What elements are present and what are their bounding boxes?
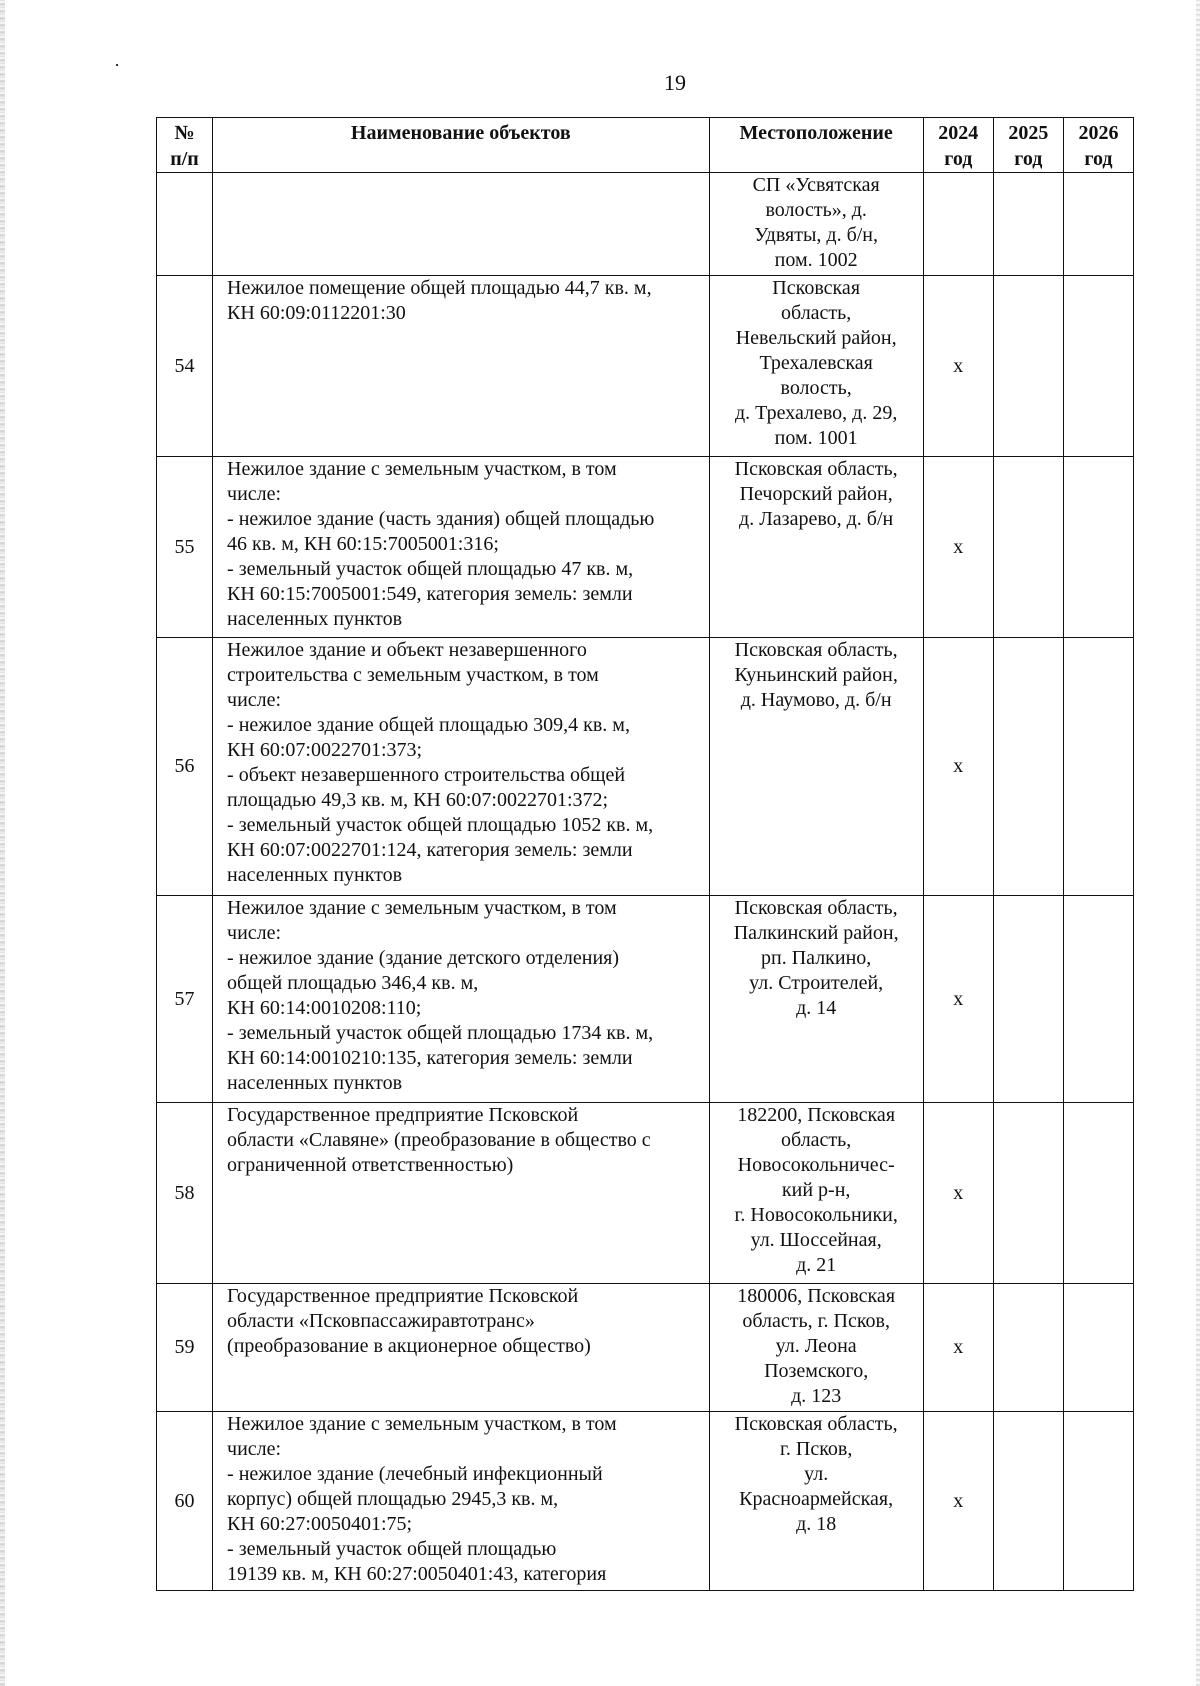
object-name-line: 46 кв. м, КН 60:15:7005001:316; — [227, 533, 499, 555]
object-name-line: числе: — [227, 483, 282, 505]
table-row — [157, 1412, 1134, 1591]
object-name-line: - земельный участок общей площадью 1734 кв. м, — [227, 1022, 654, 1044]
mark-2026 — [1063, 638, 1133, 896]
object-location-line: 180006, Псковская — [737, 1285, 896, 1307]
object-name-line: строительства с земельным участком, в том — [227, 664, 599, 686]
object-name-line: Государственное предприятие Псковской — [227, 1104, 579, 1126]
object-location-line: рп. Палкино, — [761, 947, 872, 969]
object-name — [213, 173, 710, 276]
object-name-line: - земельный участок общей площадью — [227, 1538, 557, 1560]
mark-2024: х — [923, 276, 993, 457]
object-location-line: Печорский район, — [739, 483, 893, 505]
object-name-line: населенных пунктов — [227, 1072, 403, 1094]
object-location — [709, 1103, 923, 1284]
object-location-line: волость, — [780, 377, 852, 399]
header-year-2025 — [993, 118, 1063, 173]
object-name-line: - земельный участок общей площадью 1052 кв. м, — [227, 814, 654, 836]
object-location-line: пом. 1001 — [774, 427, 858, 449]
object-name-line: общей площадью 346,4 кв. м, — [227, 972, 479, 994]
object-location-line: Палкинский район, — [733, 922, 899, 944]
header-number-line: № — [174, 122, 195, 144]
table-body — [157, 173, 1134, 1591]
row-number: 55 — [157, 457, 213, 638]
row-number: 57 — [157, 896, 213, 1103]
object-location-line: Псковская — [772, 277, 861, 299]
object-name — [213, 276, 710, 457]
object-location-line: Поземского, — [764, 1360, 869, 1382]
object-location-line: область, г. Псков, — [742, 1310, 890, 1332]
table-row — [157, 896, 1134, 1103]
object-location-line: Псковская область, — [734, 458, 898, 480]
row-number: 59 — [157, 1284, 213, 1412]
header-name: Наименование объектов — [213, 118, 710, 173]
mark-2024: х — [923, 457, 993, 638]
object-name-line: КН 60:27:0050401:75; — [227, 1513, 413, 1535]
header-location: Местоположение — [709, 118, 923, 173]
mark-2024: х — [923, 896, 993, 1103]
scan-right-edge — [1196, 0, 1200, 1686]
object-location — [709, 1284, 923, 1412]
object-location-line: кий р-н, — [781, 1179, 851, 1201]
scan-speck — [116, 64, 118, 66]
object-name-line: - нежилое здание (лечебный инфекционный — [227, 1463, 603, 1485]
mark-2024: х — [923, 638, 993, 896]
object-location-line: Псковская область, — [734, 639, 898, 661]
object-name-line: - нежилое здание (здание детского отделения) — [227, 947, 620, 969]
mark-2025 — [993, 1412, 1063, 1591]
object-location-line: СП «Усвятская — [752, 174, 880, 196]
header-year-unit: год — [1084, 148, 1113, 170]
object-name-line: Нежилое помещение общей площадью 44,7 кв. м, — [227, 277, 652, 299]
object-name-line: области «Псковпассажиравтотранс» — [227, 1310, 535, 1332]
object-name-line: КН 60:09:0112201:30 — [227, 302, 406, 324]
object-location-line: д. 18 — [796, 1513, 837, 1535]
object-name-line: - земельный участок общей площадью 47 кв. м, — [227, 558, 634, 580]
table-row — [157, 276, 1134, 457]
header-year: 2025 — [1008, 122, 1049, 144]
object-name-line: - объект незавершенного строительства общей — [227, 764, 626, 786]
header-row — [157, 118, 1134, 173]
object-location-line: Новосокольничес- — [737, 1154, 895, 1176]
object-name-line: числе: — [227, 1438, 282, 1460]
table-row — [157, 457, 1134, 638]
object-name — [213, 638, 710, 896]
object-name-line: числе: — [227, 922, 282, 944]
object-location-line: д. Лазарево, д. б/н — [739, 508, 894, 530]
object-location-line: пом. 1002 — [774, 249, 858, 271]
object-location-line: волость», д. — [765, 199, 867, 221]
object-name-line: 19139 кв. м, КН 60:27:0050401:43, категория — [227, 1563, 607, 1585]
object-location-line: д. 123 — [791, 1385, 842, 1407]
object-name-line: - нежилое здание (часть здания) общей площадью — [227, 508, 655, 530]
object-location-line: ул. — [804, 1463, 829, 1485]
object-name-line: КН 60:14:0010208:110; — [227, 997, 422, 1019]
object-name-line: населенных пунктов — [227, 864, 403, 886]
mark-2025 — [993, 1284, 1063, 1412]
object-name-line: КН 60:15:7005001:549, категория земель: земли — [227, 583, 633, 605]
row-number: 58 — [157, 1103, 213, 1284]
object-location-line: Куньинский район, — [734, 664, 898, 686]
object-name-line: Нежилое здание с земельным участком, в том — [227, 458, 617, 480]
object-location — [709, 638, 923, 896]
mark-2025 — [993, 896, 1063, 1103]
object-name-line: числе: — [227, 689, 282, 711]
object-name — [213, 457, 710, 638]
object-location-line: ул. Шоссейная, — [750, 1229, 882, 1251]
mark-2024 — [923, 173, 993, 276]
header-year-unit: год — [1014, 148, 1043, 170]
header-year: 2024 — [938, 122, 979, 144]
object-location-line: Красноармейская, — [739, 1488, 894, 1510]
object-location-line: Псковская область, — [734, 1413, 898, 1435]
mark-2026 — [1063, 276, 1133, 457]
object-name-line: Нежилое здание с земельным участком, в том — [227, 897, 617, 919]
object-location-line: г. Новосокольники, — [734, 1204, 898, 1226]
mark-2024: х — [923, 1284, 993, 1412]
header-year-unit: год — [944, 148, 973, 170]
object-name — [213, 896, 710, 1103]
row-number: 60 — [157, 1412, 213, 1591]
header-year-2026 — [1063, 118, 1133, 173]
object-name-line: КН 60:07:0022701:373; — [227, 739, 423, 761]
object-name-line: области «Славяне» (преобразование в общество с — [227, 1129, 651, 1151]
table-row — [157, 1103, 1134, 1284]
mark-2025 — [993, 638, 1063, 896]
object-name — [213, 1103, 710, 1284]
object-location-line: область, — [781, 302, 852, 324]
object-location — [709, 1412, 923, 1591]
row-number: 54 — [157, 276, 213, 457]
mark-2026 — [1063, 1284, 1133, 1412]
object-location-line: 182200, Псковская — [737, 1104, 896, 1126]
object-location-line: д. Наумово, д. б/н — [740, 689, 892, 711]
object-location-line: Удвяты, д. б/н, — [754, 224, 878, 246]
object-name-line: КН 60:07:0022701:124, категория земель: земли — [227, 839, 633, 861]
header-year: 2026 — [1078, 122, 1119, 144]
object-location-line: ул. Строителей, — [749, 972, 884, 994]
mark-2026 — [1063, 896, 1133, 1103]
object-location-line: д. 21 — [796, 1254, 837, 1276]
object-location-line: Невельский район, — [735, 327, 897, 349]
object-location-line: область, — [781, 1129, 852, 1151]
object-name — [213, 1412, 710, 1591]
table-row — [157, 173, 1134, 276]
object-name-line: корпус) общей площадью 2945,3 кв. м, — [227, 1488, 559, 1510]
mark-2025 — [993, 276, 1063, 457]
object-location — [709, 276, 923, 457]
page-number: 19 — [664, 70, 686, 95]
object-location-line: д. 14 — [796, 997, 837, 1019]
mark-2026 — [1063, 1103, 1133, 1284]
mark-2026 — [1063, 1412, 1133, 1591]
object-location — [709, 173, 923, 276]
object-name-line: Нежилое здание и объект незавершенного — [227, 639, 587, 661]
object-location-line: Трехалевская — [759, 352, 873, 374]
object-name-line: КН 60:14:0010210:135, категория земель: земли — [227, 1047, 633, 1069]
object-name-line: - нежилое здание общей площадью 309,4 кв. м, — [227, 714, 630, 736]
row-number — [157, 173, 213, 276]
scan-left-edge — [0, 0, 5, 1686]
table-row — [157, 1284, 1134, 1412]
row-number: 56 — [157, 638, 213, 896]
header-number-line: п/п — [170, 148, 199, 170]
object-location-line: Псковская область, — [734, 897, 898, 919]
mark-2025 — [993, 173, 1063, 276]
objects-table — [156, 117, 1134, 1591]
header-year-2024 — [923, 118, 993, 173]
object-name — [213, 1284, 710, 1412]
mark-2026 — [1063, 173, 1133, 276]
mark-2024: х — [923, 1103, 993, 1284]
mark-2024: х — [923, 1412, 993, 1591]
object-name-line: площадью 49,3 кв. м, КН 60:07:0022701:372; — [227, 789, 609, 811]
header-number — [157, 118, 213, 173]
mark-2025 — [993, 457, 1063, 638]
object-location — [709, 896, 923, 1103]
object-location — [709, 457, 923, 638]
object-name-line: (преобразование в акционерное общество) — [227, 1335, 591, 1357]
object-location-line: г. Псков, — [779, 1438, 853, 1460]
object-name-line: Нежилое здание с земельным участком, в том — [227, 1413, 617, 1435]
table-row — [157, 638, 1134, 896]
mark-2025 — [993, 1103, 1063, 1284]
object-location-line: д. Трехалево, д. 29, — [734, 402, 898, 424]
mark-2026 — [1063, 457, 1133, 638]
object-name-line: Государственное предприятие Псковской — [227, 1285, 579, 1307]
object-location-line: ул. Леона — [775, 1335, 857, 1357]
object-name-line: ограниченной ответственностью) — [227, 1154, 514, 1176]
object-name-line: населенных пунктов — [227, 608, 403, 630]
